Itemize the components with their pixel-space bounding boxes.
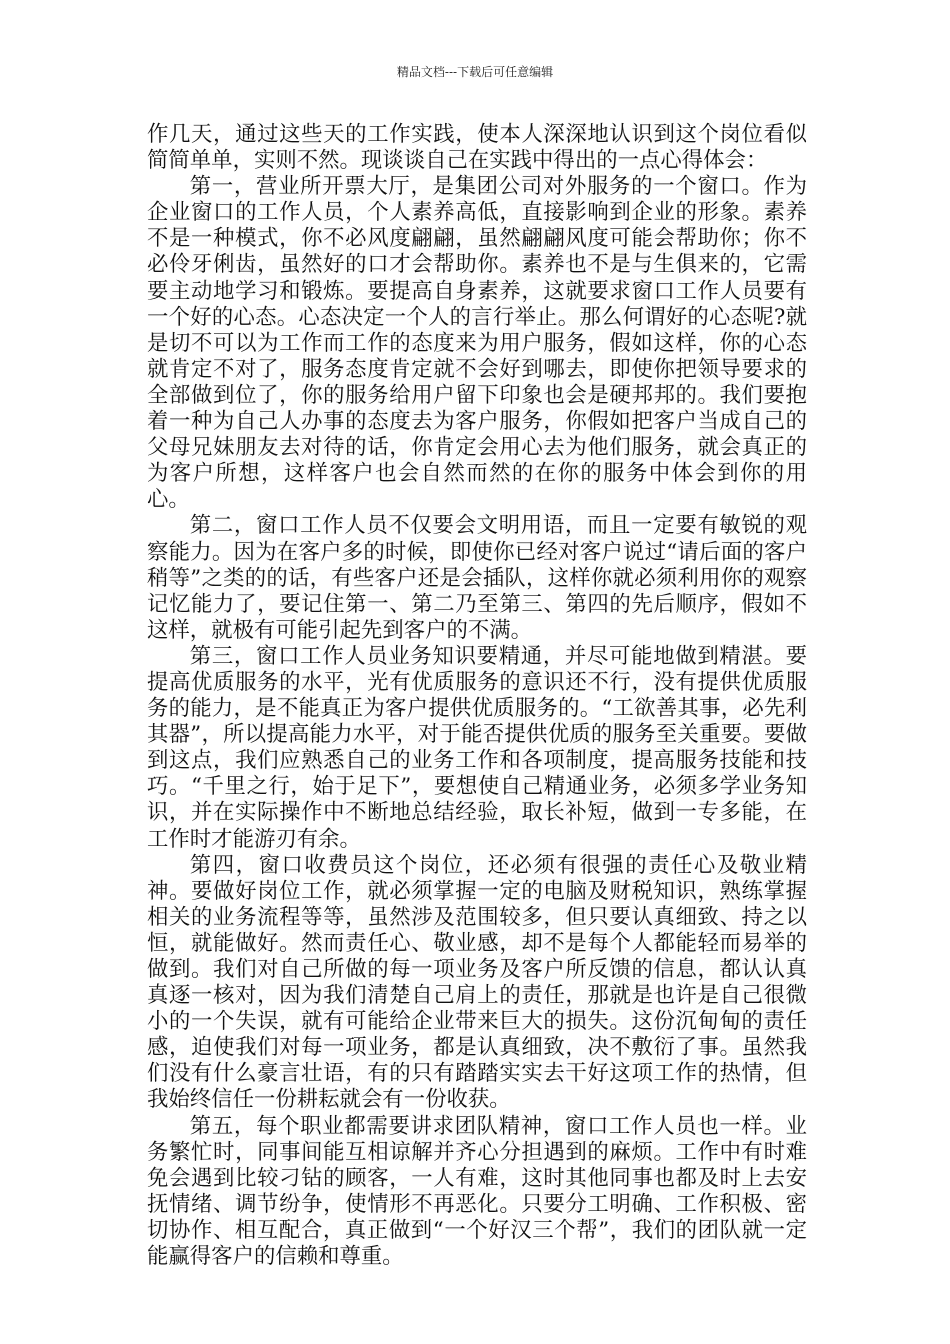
paragraph-fourth: 第四，窗口收费员这个岗位，还必须有很强的责任心及敬业精神。要做好岗位工作，就必须掌握一定的电脑及财税知识，熟练掌握相关的业务流程等等，虽然涉及范围较多，但只要认真细致、持之以恒，就能做好。然而责任心、敬业感，却不是每个人都能轻而易举的做到。我们对自己所做的每一项业务及客户所反馈的信息，都认认真真逐一核对，因为我们清楚自己肩上的责任，那就是也许是自己很微小的一个失误，就有可能给企业带来巨大的损失。这份沉甸甸的责任感，迫使我们对每一项业务，都是认真细致，决不敷衍了事。虽然我们没有什么豪言壮语，有的只有踏踏实实去干好这项工作的热情，但我始终信任一份耕耘就会有一份收获。	[147, 852, 807, 1113]
paragraph-second: 第二，窗口工作人员不仅要会文明用语，而且一定要有敏锐的观察能力。因为在客户多的时候，即使你已经对客户说过“请后面的客户稍等”之类的的话，有些客户还是会插队，这样你就必须利用你的观察记忆能力了，要记住第一、第二乃至第三、第四的先后顺序，假如不这样，就极有可能引起先到客户的不满。	[147, 513, 807, 643]
document-body	[147, 122, 807, 1270]
paragraph-intro: 作几天，通过这些天的工作实践，使本人深深地认识到这个岗位看似简简单单，实则不然。现谈谈自己在实践中得出的一点心得体会：	[147, 122, 807, 174]
paragraph-fifth: 第五，每个职业都需要讲求团队精神，窗口工作人员也一样。业务繁忙时，同事间能互相谅解并齐心分担遇到的麻烦。工作中有时难免会遇到比较刁钻的顾客，一人有难，这时其他同事也都及时上去安抚情绪、调节纷争，使情形不再恶化。只要分工明确、工作积极、密切协作、相互配合，真正做到“一个好汉三个帮”，我们的团队就一定能赢得客户的信赖和尊重。	[147, 1113, 807, 1270]
paragraph-third: 第三，窗口工作人员业务知识要精通，并尽可能地做到精湛。要提高优质服务的水平，光有优质服务的意识还不行，没有提供优质服务的能力，是不能真正为客户提供优质服务的。“工欲善其事，必先利其器”，所以提高能力水平，对于能否提供优质的服务至关重要。要做到这点，我们应熟悉自己的业务工作和各项制度，提高服务技能和技巧。“千里之行，始于足下”，要想使自己精通业务，必须多学业务知识，并在实际操作中不断地总结经验，取长补短，做到一专多能，在工作时才能游刃有余。	[147, 643, 807, 852]
page-header: 精品文档---下载后可任意编辑	[396, 65, 554, 79]
paragraph-first: 第一，营业所开票大厅，是集团公司对外服务的一个窗口。作为企业窗口的工作人员，个人素养高低，直接影响到企业的形象。素养不是一种模式，你不必风度翩翩，虽然翩翩风度可能会帮助你；你不必伶牙俐齿，虽然好的口才会帮助你。素养也不是与生俱来的，它需要主动地学习和锻炼。要提高自身素养，这就要求窗口工作人员要有一个好的心态。心态决定一个人的言行举止。那么何谓好的心态呢?就是切不可以为工作而工作的态度来为用户服务，假如这样，你的心态就肯定不对了，服务态度肯定就不会好到哪去，即使你把领导要求的全部做到位了，你的服务给用户留下印象也会是硬邦邦的。我们要抱着一种为自己人办事的态度去为客户服务，你假如把客户当成自己的父母兄妹朋友去对待的话，你肯定会用心去为他们服务，就会真正的为客户所想，这样客户也会自然而然的在你的服务中体会到你的用心。	[147, 174, 807, 513]
